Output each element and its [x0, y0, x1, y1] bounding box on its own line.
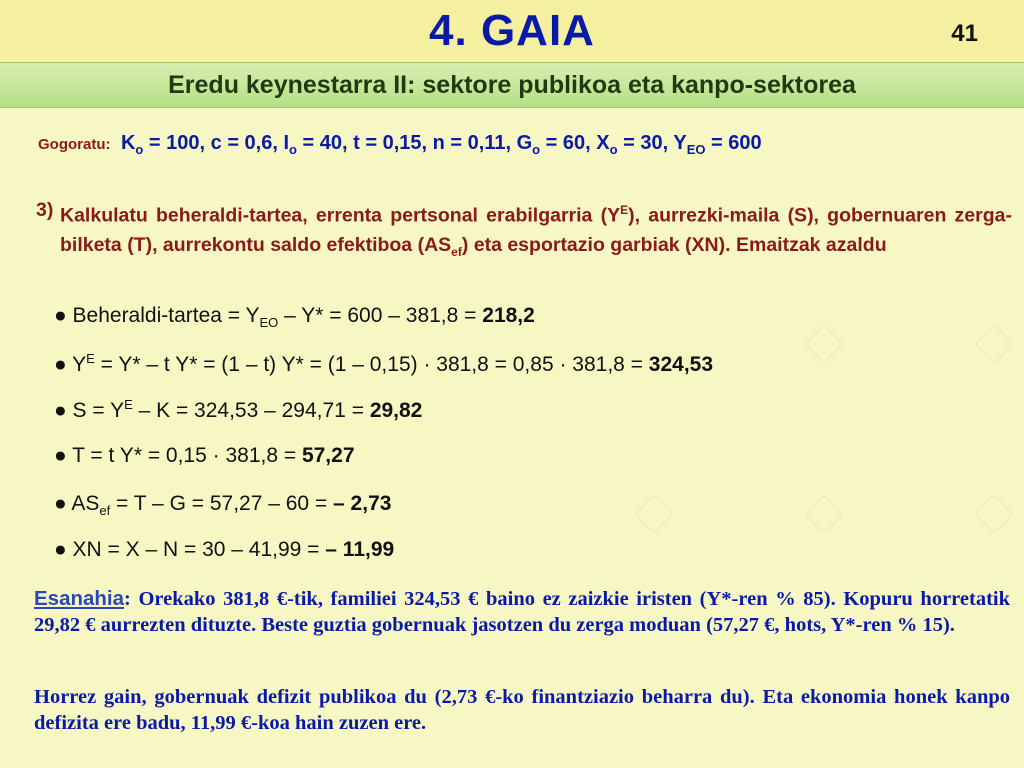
calc-formula: ● $AS_{ef} = T - G = 57,27 - 60$ = — [54, 492, 328, 519]
calc-row — [54, 304, 535, 330]
recall-values: $K_o = 100$, c = 0,6, $I_o = 40$, t = 0,15, n = 0,11, $G_o = 60$, $X_o = 30$, $Y_{EO} = 600$ — [120, 132, 762, 157]
calc-formula: ● $Y^E = Y* - t$ Y* = (1 – t) Y* = (1 – 0,15) · 381,8 = 0,85 · 381,8 = — [54, 351, 643, 376]
calc-result: – 11,99 — [325, 538, 395, 561]
recall-line — [38, 132, 762, 157]
explanation-text-1: Orekako 381,8 €-tik, familiei 324,53 € baino ez zaizkie iristen (Y*-ren % 85). Kopuru horretatik 29,82 € aurrezten dituzte. Beste guztia gobernuak jasotzen du zerga moduan (57,27 €, hots, Y*-ren % 15). — [34, 588, 1010, 636]
calc-formula: ● XN = X – N = 30 – 41,99 = — [54, 538, 320, 561]
calc-result: 29,82 — [369, 399, 423, 422]
calc-row — [54, 444, 355, 468]
recall-label: Gogoratu: — [38, 136, 111, 153]
calc-row — [54, 397, 422, 423]
calc-result: 218,2 — [482, 304, 535, 327]
background-pattern — [804, 324, 844, 364]
explanation-paragraph-1 — [34, 586, 1010, 638]
calc-result: 324,53 — [648, 353, 714, 376]
calc-row — [54, 351, 713, 377]
calc-row — [54, 538, 394, 562]
calc-formula: ● Beheraldi-tartea = $Y_{EO} - Y* = 600 - 381,8$ = — [54, 304, 477, 331]
calc-formula: ● T = t Y* = 0,15 · 381,8 = — [54, 444, 297, 467]
explanation-paragraph-2 — [34, 684, 1010, 736]
background-pattern — [634, 494, 674, 534]
page-title: 4. GAIA — [429, 6, 595, 55]
title-bar — [0, 0, 1024, 62]
background-pattern — [804, 494, 844, 534]
page-number: 41 — [951, 20, 978, 47]
question-text: Kalkulatu beheraldi-tartea, errenta pertsonal erabilgarria $(Y^E)$, aurrezki-maila (S), gobernuaren zerga-bilketa (T), aurrekontu saldo efektiboa $(AS_{ef})$ eta esportazio garbiak (XN). Emaitzak azaldu — [60, 203, 1012, 259]
calc-row — [54, 492, 391, 518]
explanation-text-2: Horrez gain, gobernuak defizit publikoa du (2,73 €-ko finantziazio beharra du). Eta ekonomia honek kanpo defizita ere badu, 11,99 €-koa hain zuzen ere. — [34, 686, 1010, 734]
question-block — [36, 196, 1012, 266]
calc-formula: ● $S = Y^E - K = 324,53 - 294,71$ = — [54, 397, 364, 422]
calc-result: – 2,73 — [333, 492, 392, 515]
calc-result: 57,27 — [301, 444, 355, 467]
background-pattern — [974, 324, 1014, 364]
explanation-colon: : — [124, 588, 131, 610]
slide-subtitle: Eredu keynestarra II: sektore publikoa eta kanpo-sektorea — [168, 71, 856, 99]
background-pattern — [974, 494, 1014, 534]
subtitle-bar — [0, 62, 1024, 108]
explanation-label: Esanahia — [34, 587, 125, 610]
question-number: 3) — [36, 199, 54, 221]
